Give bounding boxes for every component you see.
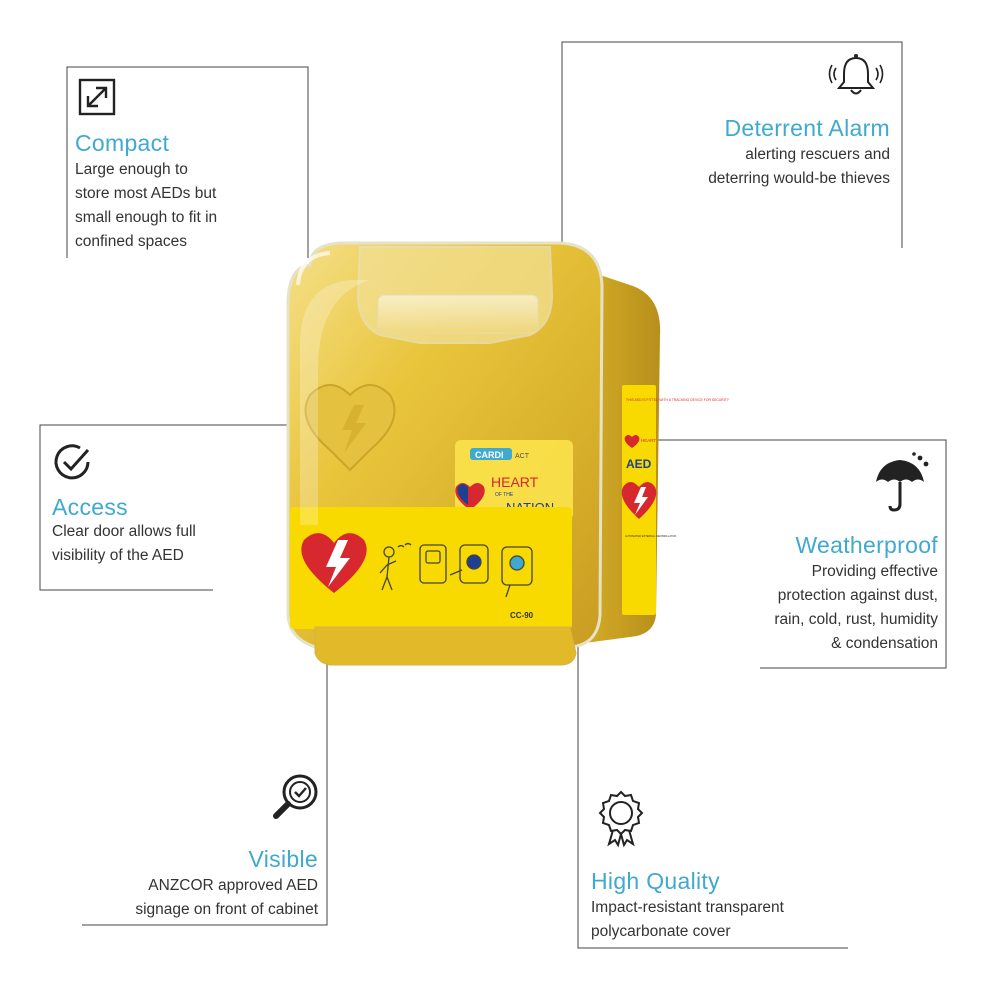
model-label: CC-90 [510, 611, 534, 620]
weather-desc [680, 560, 938, 656]
logo-line1: HEART [491, 474, 539, 490]
side-notice: THIS AED IS FITTED WITH A TRACKING DEVICE FOR SECURITY [626, 398, 729, 402]
visible-title: Visible [248, 846, 318, 872]
alarm-title: Deterrent Alarm [724, 115, 890, 141]
access-desc-line: visibility of the AED [52, 547, 184, 564]
check-circle-icon [50, 440, 94, 484]
quality-desc [591, 896, 841, 944]
compact-title: Compact [75, 130, 170, 156]
weather-desc-line: & condensation [831, 635, 938, 652]
weather-desc-line: Providing effective [811, 563, 938, 580]
compact-desc [75, 158, 305, 254]
alarm-desc-line: deterring would-be thieves [708, 170, 890, 187]
expand-arrow-icon [78, 78, 118, 118]
feature-quality [591, 868, 841, 944]
award-ribbon-icon [598, 790, 644, 846]
cardi-badge-label: CARDI [475, 450, 504, 460]
logo-line2: OF THE [495, 492, 514, 498]
cardi-badge-suffix: ACT [515, 453, 529, 460]
weather-desc-line: protection against dust, [777, 587, 938, 604]
feature-alarm [600, 115, 890, 191]
aed-cabinet [270, 225, 729, 675]
side-aed-label: AED [626, 457, 652, 471]
bell-icon [828, 50, 884, 100]
visible-desc-line: signage on front of cabinet [135, 901, 318, 918]
alarm-desc-line: alerting rescuers and [745, 146, 890, 163]
compact-desc-line: small enough to fit in [75, 209, 218, 226]
feature-compact [75, 130, 305, 254]
quality-title: High Quality [591, 868, 720, 894]
access-desc-line: Clear door allows full [52, 523, 196, 540]
magnifier-check-icon [268, 770, 322, 824]
cabinet-bottom-tray [315, 627, 576, 665]
compact-desc-line: confined spaces [75, 233, 188, 250]
umbrella-rain-icon [870, 452, 930, 514]
compact-desc-line: store most AEDs but [75, 185, 217, 202]
access-title: Access [52, 494, 128, 520]
feature-access [52, 494, 282, 568]
visible-desc [90, 874, 318, 922]
feature-visible [90, 846, 318, 922]
feature-weather [680, 532, 938, 656]
alarm-desc [600, 143, 890, 191]
compact-desc-line: Large enough to [75, 161, 188, 178]
access-desc [52, 520, 282, 568]
quality-desc-line: polycarbonate cover [591, 923, 731, 940]
weather-desc-line: rain, cold, rust, humidity [774, 611, 938, 628]
side-caption: AUTOMATED EXTERNAL DEFIBRILLATOR [625, 535, 677, 538]
cabinet-handle-grip [378, 295, 538, 333]
visible-desc-line: ANZCOR approved AED [148, 877, 318, 894]
weather-title: Weatherproof [795, 532, 938, 558]
quality-desc-line: Impact-resistant transparent [591, 899, 784, 916]
side-heart-label: HEART [641, 438, 657, 443]
